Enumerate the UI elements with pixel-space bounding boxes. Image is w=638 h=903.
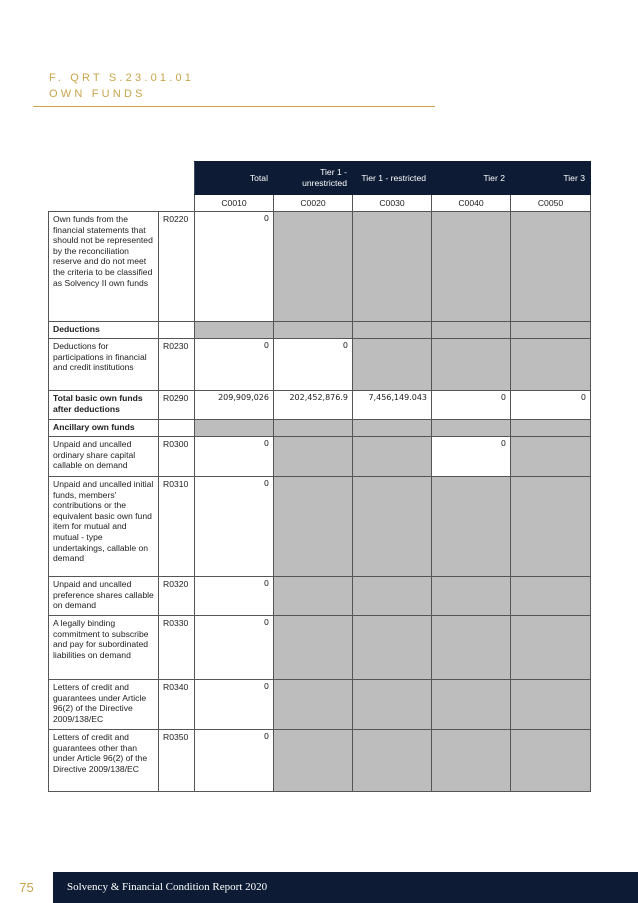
cell-value bbox=[432, 730, 511, 792]
col-code-c0030: C0030 bbox=[353, 195, 432, 212]
cell-value: 0 bbox=[195, 477, 274, 577]
cell-value: 0 bbox=[432, 391, 511, 420]
row-code: R0290 bbox=[159, 391, 195, 420]
cell-value bbox=[353, 420, 432, 437]
cell-value bbox=[511, 322, 591, 339]
cell-value bbox=[274, 680, 353, 730]
cell-value: 0 bbox=[195, 730, 274, 792]
footer-bar bbox=[53, 872, 638, 903]
table-row bbox=[49, 391, 591, 420]
section-row bbox=[49, 420, 591, 437]
cell-value bbox=[511, 577, 591, 616]
section-heading bbox=[49, 70, 194, 102]
cell-value bbox=[353, 437, 432, 477]
row-label: A legally binding commitment to subscribe and pay for subordinated liabilities on demand bbox=[49, 616, 159, 680]
cell-value bbox=[432, 322, 511, 339]
page-number: 75 bbox=[0, 872, 53, 903]
cell-value: 209,909,026 bbox=[195, 391, 274, 420]
cell-value bbox=[511, 437, 591, 477]
cell-value bbox=[432, 577, 511, 616]
table-row bbox=[49, 437, 591, 477]
cell-value bbox=[353, 577, 432, 616]
col-header-c0030: Tier 1 - restricted bbox=[353, 162, 432, 195]
row-label: Unpaid and uncalled preference shares callable on demand bbox=[49, 577, 159, 616]
cell-value bbox=[274, 477, 353, 577]
row-code: R0350 bbox=[159, 730, 195, 792]
column-header-row bbox=[49, 162, 591, 195]
cell-value bbox=[353, 730, 432, 792]
cell-value bbox=[511, 477, 591, 577]
row-code: R0220 bbox=[159, 212, 195, 322]
row-code: R0300 bbox=[159, 437, 195, 477]
row-code: R0310 bbox=[159, 477, 195, 577]
cell-value bbox=[511, 730, 591, 792]
row-code bbox=[159, 420, 195, 437]
cell-value bbox=[274, 420, 353, 437]
cell-value bbox=[432, 477, 511, 577]
cell-value bbox=[195, 322, 274, 339]
cell-value bbox=[432, 420, 511, 437]
cell-value: 0 bbox=[195, 616, 274, 680]
cell-value: 0 bbox=[195, 577, 274, 616]
page-footer bbox=[0, 872, 638, 903]
table-row bbox=[49, 577, 591, 616]
cell-value bbox=[511, 420, 591, 437]
cell-value bbox=[353, 477, 432, 577]
cell-value bbox=[432, 339, 511, 391]
row-label: Deductions for participations in financial and credit institutions bbox=[49, 339, 159, 391]
cell-value bbox=[353, 212, 432, 322]
cell-value bbox=[274, 322, 353, 339]
cell-value bbox=[274, 577, 353, 616]
cell-value: 0 bbox=[274, 339, 353, 391]
section-label: Deductions bbox=[49, 322, 159, 339]
cell-value bbox=[353, 322, 432, 339]
cell-value bbox=[511, 212, 591, 322]
col-code-c0020: C0020 bbox=[274, 195, 353, 212]
cell-value bbox=[274, 730, 353, 792]
heading-line-2: OWN FUNDS bbox=[49, 88, 146, 100]
row-code: R0320 bbox=[159, 577, 195, 616]
row-code: R0230 bbox=[159, 339, 195, 391]
col-code-c0040: C0040 bbox=[432, 195, 511, 212]
cell-value: 7,456,149.043 bbox=[353, 391, 432, 420]
cell-value: 0 bbox=[195, 212, 274, 322]
cell-value bbox=[353, 339, 432, 391]
heading-line-1: F. QRT S.23.01.01 bbox=[49, 72, 195, 84]
cell-value bbox=[511, 339, 591, 391]
cell-value: 0 bbox=[432, 437, 511, 477]
cell-value bbox=[274, 212, 353, 322]
table-row bbox=[49, 339, 591, 391]
cell-value bbox=[353, 616, 432, 680]
own-funds-table bbox=[48, 161, 591, 792]
row-label: Unpaid and uncalled ordinary share capital callable on demand bbox=[49, 437, 159, 477]
col-header-c0010: Total bbox=[195, 162, 274, 195]
row-label: Letters of credit and guarantees under Article 96(2) of the Directive 2009/138/EC bbox=[49, 680, 159, 730]
row-code: R0330 bbox=[159, 616, 195, 680]
row-label: Total basic own funds after deductions bbox=[49, 391, 159, 420]
table-row bbox=[49, 730, 591, 792]
table-row bbox=[49, 680, 591, 730]
cell-value bbox=[511, 680, 591, 730]
col-code-c0050: C0050 bbox=[511, 195, 591, 212]
section-row bbox=[49, 322, 591, 339]
row-code bbox=[159, 322, 195, 339]
cell-value bbox=[432, 680, 511, 730]
cell-value bbox=[432, 212, 511, 322]
cell-value: 202,452,876.9 bbox=[274, 391, 353, 420]
table-row bbox=[49, 616, 591, 680]
table-row bbox=[49, 477, 591, 577]
report-title: Solvency & Financial Condition Report 2020 bbox=[67, 881, 268, 893]
heading-divider bbox=[33, 106, 435, 107]
col-header-c0020: Tier 1 - unrestricted bbox=[274, 162, 353, 195]
cell-value bbox=[274, 616, 353, 680]
row-label: Own funds from the financial statements that should not be represented by the reconciliation reserve and do not meet the criteria to be classified as Solvency II own funds bbox=[49, 212, 159, 322]
cell-value: 0 bbox=[511, 391, 591, 420]
cell-value: 0 bbox=[195, 437, 274, 477]
table-row bbox=[49, 212, 591, 322]
cell-value bbox=[353, 680, 432, 730]
cell-value bbox=[274, 437, 353, 477]
cell-value bbox=[195, 420, 274, 437]
col-code-c0010: C0010 bbox=[195, 195, 274, 212]
section-label: Ancillary own funds bbox=[49, 420, 159, 437]
cell-value bbox=[511, 616, 591, 680]
column-code-row bbox=[49, 195, 591, 212]
col-header-c0040: Tier 2 bbox=[432, 162, 511, 195]
row-label: Letters of credit and guarantees other than under Article 96(2) of the Directive 2009/138/EC bbox=[49, 730, 159, 792]
row-label: Unpaid and uncalled initial funds, members' contributions or the equivalent basic own fund item for mutual and mutual - type undertakings, callable on demand bbox=[49, 477, 159, 577]
col-header-c0050: Tier 3 bbox=[511, 162, 591, 195]
cell-value: 0 bbox=[195, 680, 274, 730]
cell-value bbox=[432, 616, 511, 680]
cell-value: 0 bbox=[195, 339, 274, 391]
row-code: R0340 bbox=[159, 680, 195, 730]
